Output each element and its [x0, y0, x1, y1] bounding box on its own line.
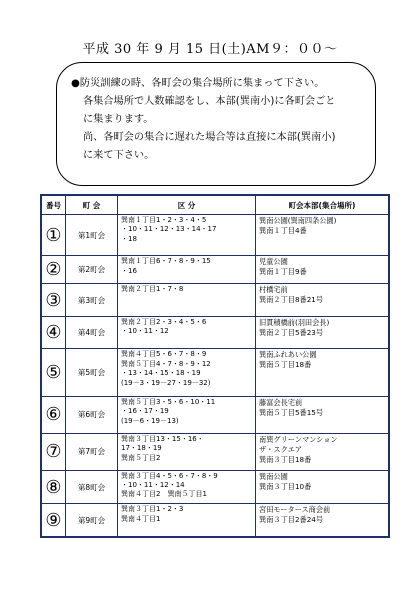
area-line: 巽南２丁目2・3・4・5・6: [121, 317, 207, 326]
table-row: [42, 433, 389, 470]
row-hq: [256, 256, 389, 284]
hq-line: 巽南３丁目2番24号: [259, 515, 324, 525]
area-line: 巽南４丁目2 巽南５丁目1: [121, 490, 207, 499]
hq-line: 巽南１丁目4番: [259, 226, 307, 235]
row-number: ⑨: [42, 504, 66, 537]
area-line: ・13・14・15・18・19: [121, 369, 201, 378]
row-town: 第1町会: [66, 215, 118, 256]
table-row: [42, 215, 389, 256]
hq-line: 旧貫積橋前(羽田会長): [259, 317, 330, 327]
hq-line: 巽南１丁目9番: [259, 267, 307, 277]
hq-line: ザ・スクエア: [259, 444, 302, 454]
area-line: (19－6・19－13): [121, 416, 179, 425]
area-line: ・16: [121, 266, 137, 275]
hq-line: 巽南３丁目10番: [259, 481, 312, 491]
row-number: ②: [42, 256, 66, 284]
row-number: ⑧: [42, 470, 66, 504]
page-title: 平成 30 年 9 月 15 日(土)AM９：００～: [82, 42, 338, 57]
notice-line: に来て下さい。: [83, 150, 155, 161]
row-hq: [256, 470, 389, 504]
row-area: [118, 284, 256, 317]
header-hq: 町会本部(集合場所): [256, 196, 389, 215]
notice-box: [56, 62, 376, 186]
area-line: 巽南２丁目1・7・8: [121, 285, 184, 294]
row-number: ④: [42, 316, 66, 349]
row-hq: [256, 349, 389, 397]
row-area: [118, 256, 256, 284]
hq-line: 宮田モータース商会前: [259, 505, 331, 515]
area-line: 巽南５丁目4・7・8・9・12: [121, 359, 211, 368]
area-line: 巽南５丁目3・5・6・10・11: [121, 397, 216, 406]
row-town: 第6町会: [66, 396, 118, 433]
hq-line: 児童公園: [259, 257, 288, 267]
hq-line: 巽南公園(巽南四条公園): [259, 216, 337, 225]
area-line: ・18: [121, 234, 137, 243]
area-line: 巽南３丁目13・15・16・: [121, 434, 204, 443]
table-header-row: [42, 196, 389, 215]
table-row: [42, 504, 389, 537]
row-town: 第9町会: [66, 504, 118, 537]
row-hq: [256, 433, 389, 470]
hq-line: 巽南５丁目18番: [259, 360, 312, 370]
row-number: ①: [42, 215, 66, 256]
table-row: [42, 316, 389, 349]
row-town: 第5町会: [66, 349, 118, 397]
header-area: 区 分: [118, 196, 256, 215]
row-area: [118, 215, 256, 256]
row-hq: [256, 215, 389, 256]
row-town: 第7町会: [66, 433, 118, 470]
row-area: [118, 470, 256, 504]
row-area: [118, 349, 256, 397]
row-town: 第3町会: [66, 284, 118, 317]
area-line: ・16・17・19: [121, 407, 169, 416]
notice-line: ●防災訓練の時、各町会の集合場所に集まって下さい。: [71, 78, 325, 89]
area-line: 巽南４丁目5・6・7・8・9: [121, 350, 207, 359]
area-line: (19－3・19－27・19－32): [121, 378, 211, 387]
row-area: [118, 433, 256, 470]
area-line: 17・18・19: [121, 444, 162, 453]
area-line: 巽南１丁目1・2・3・4・5: [121, 216, 207, 224]
hq-line: 藤富会長宅前: [259, 397, 303, 407]
hq-line: 村橋宅前: [259, 285, 288, 295]
area-line: ・10・11・12・13・14・17: [121, 225, 217, 234]
area-line: 巽南４丁目1: [121, 514, 161, 523]
notice-line: 各集合場所で人数確認をし、本部(巽南小)に各町会ごと: [83, 96, 336, 107]
hq-line: 巽南２丁目5番23号: [259, 327, 324, 337]
row-area: [118, 504, 256, 537]
assembly-table: [41, 195, 389, 537]
row-number: ⑦: [42, 433, 66, 470]
header-town: 町 会: [66, 196, 118, 215]
assembly-table-frame: [40, 194, 390, 538]
table-row: [42, 349, 389, 397]
row-hq: [256, 504, 389, 537]
area-line: 巽南３丁目1・2・3: [121, 505, 184, 514]
row-area: [118, 316, 256, 349]
row-hq: [256, 316, 389, 349]
notice-line: に集まります。: [83, 114, 154, 125]
area-line: 巽南３丁目4・5・6・7・8・9: [121, 471, 218, 480]
row-town: 第2町会: [66, 256, 118, 284]
table-row: [42, 396, 389, 433]
hq-line: 巽南公園: [259, 471, 288, 481]
table-row: [42, 470, 389, 504]
row-number: ⑤: [42, 349, 66, 397]
row-hq: [256, 284, 389, 317]
table-row: [42, 256, 389, 284]
hq-line: 巽南３丁目18番: [259, 454, 312, 464]
row-town: 第4町会: [66, 316, 118, 349]
row-number: ⑥: [42, 396, 66, 433]
row-hq: [256, 396, 389, 433]
hq-line: 巽南ふれあい公園: [259, 350, 317, 360]
hq-line: 南巽グリーンマンション: [259, 434, 338, 444]
notice-line: 尚、各町会の集合に遅れた場合等は直接に本部(巽南小): [83, 132, 336, 143]
row-town: 第8町会: [66, 470, 118, 504]
row-area: [118, 396, 256, 433]
hq-line: 巽南５丁目5番15号: [259, 407, 324, 417]
area-line: ・10・11・12・14: [121, 481, 185, 490]
area-line: 巽南１丁目6・7・8・9・15: [121, 257, 211, 266]
row-number: ③: [42, 284, 66, 317]
header-number: 番号: [42, 196, 66, 215]
table-row: [42, 284, 389, 317]
area-line: ・10・11・12: [121, 327, 169, 336]
hq-line: 巽南２丁目8番21号: [259, 295, 324, 305]
area-line: 巽南５丁目2: [121, 453, 161, 462]
